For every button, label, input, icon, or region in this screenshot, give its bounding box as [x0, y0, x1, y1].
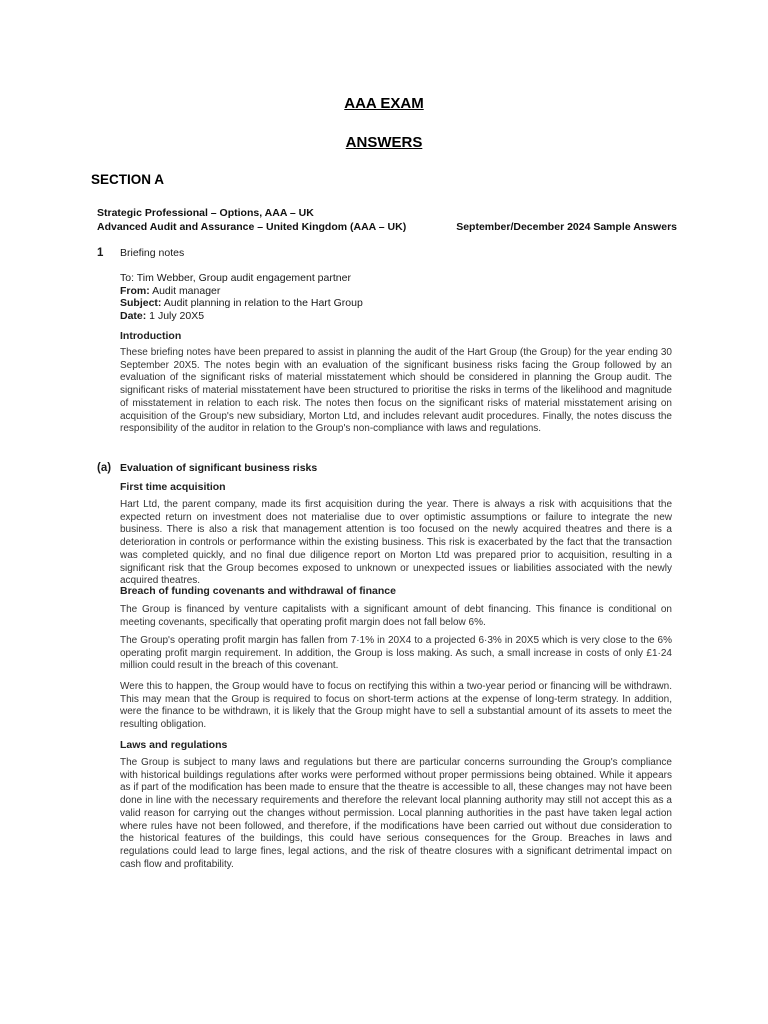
first-time-acquisition-paragraph: Hart Ltd, the parent company, made its first acquisition during the year. There is always a risk with acquisitions that the expected return on investment does not materialise due to over optimistic assumptions or failure to integrate the new business. There is also a risk that management attention is too focused on the newly acquired theatres and there is a deterioration in controls or performance within the existing business. This risk is exacerbated by the fact that the transaction was completed quickly, and no final due diligence report on Morton Ltd was prepared prior to acquisition, resulting in a significant risk that the Group becomes exposed to unknown or unexpected issues or liabilities associated with the newly acquired theatres. — [120, 499, 672, 587]
memo-subject: Subject: Audit planning in relation to the Hart Group — [120, 297, 363, 310]
first-time-acquisition-heading: First time acquisition — [120, 481, 226, 493]
part-label: (a) — [97, 462, 112, 474]
section-heading: SECTION A — [91, 172, 165, 187]
exam-session: September/December 2024 Sample Answers — [456, 221, 677, 233]
funding-covenants-paragraph-2: The Group's operating profit margin has fallen from 7·1% in 20X4 to a projected 6·3% in 20X5 which is very close to the 6% operating profit margin requirement. In addition, the Group is loss making. As such, a small increase in costs of only £1·24 million could result in the breach of this covenant. — [120, 635, 672, 672]
introduction-paragraph: These briefing notes have been prepared to assist in planning the audit of the Hart Group (the Group) for the year ending 30 September 20X5. The notes begin with an evaluation of the significant business risks facing the Group followed by an evaluation of the significant risks of material misstatement which should be considered in planning the Group audit. The significant risks of material misstatement have been structured to prioritise the risks in terms of the likelihood and magnitude of misstatement in relation to each risk. The notes then focus on the significant risks of material misstatement arising on acquisition of the Group's new subsidiary, Morton Ltd, and includes relevant audit procedures. Finally, the notes discuss the responsibility of the auditor in relation to the Group's non-compliance with laws and regulations. — [120, 347, 672, 435]
funding-covenants-heading: Breach of funding covenants and withdrawal of finance — [120, 585, 396, 597]
exam-header-line-1: Strategic Professional – Options, AAA – UK — [97, 207, 314, 219]
laws-regulations-paragraph: The Group is subject to many laws and regulations but there are particular concerns surrounding the Group's compliance with historical buildings regulations after works were performed without proper permissions being obtained. While it appears as if part of the modification has been made to ensure that the theatre is accessible to all, these changes may not have been done in line with the necessary requirements and therefore the relevant local planning authority may still not accept this as a valid reason for carrying out the changes without permission. Local planning authorities in the past have taken legal action where rules have not been followed, and therefore, if the modifications have been carried out without due consideration to the historical features of the buildings, this could have serious consequences for the Group. Breaches in laws and regulations could lead to large fines, legal actions, and the risk of theatre closures with a significant detrimental impact on cash flow and profitability. — [120, 757, 672, 870]
funding-covenants-paragraph-3: Were this to happen, the Group would have to focus on rectifying this within a two-year period or financing will be withdrawn. This may mean that the Group is required to focus on short-term actions at the expense of long-term strategy. In addition, were the finance to be withdrawn, it is likely that the Group might have to sell a substantial amount of its assets to meet the resulting obligation. — [120, 681, 672, 731]
question-number: 1 — [97, 247, 104, 259]
memo-from: From: Audit manager — [120, 284, 221, 297]
memo-to: To: Tim Webber, Group audit engagement partner — [120, 272, 351, 284]
memo-date: Date: 1 July 20X5 — [120, 310, 205, 323]
question-title: Briefing notes — [120, 247, 185, 259]
exam-title: AAA EXAM — [344, 95, 424, 112]
exam-header-line-2 — [97, 221, 677, 233]
introduction-heading: Introduction — [120, 330, 182, 342]
memo-header — [120, 272, 363, 323]
funding-covenants-paragraph-1: The Group is financed by venture capitalists with a significant amount of debt financing. This finance is conditional on meeting covenants, specifically that operating profit margin does not fall below 6%. — [120, 604, 672, 628]
exam-paper-name: Advanced Audit and Assurance – United Kingdom (AAA – UK) — [97, 221, 407, 233]
answers-title: ANSWERS — [345, 134, 423, 151]
part-title: Evaluation of significant business risks — [120, 462, 318, 474]
laws-regulations-heading: Laws and regulations — [120, 739, 228, 751]
